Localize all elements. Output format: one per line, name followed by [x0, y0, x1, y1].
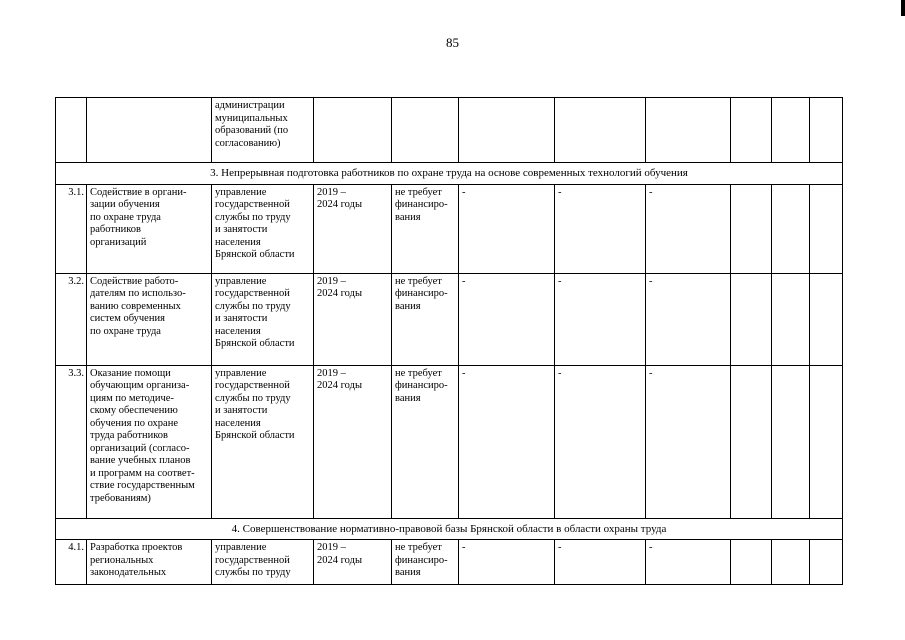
row-number: 4.1.	[56, 540, 87, 585]
value-cell	[810, 273, 843, 365]
period-cell: 2019 – 2024 годы	[314, 540, 392, 585]
executor-cell: управление государственной службы по труду и занятости населения Брянской области	[212, 184, 314, 273]
value-cell	[810, 184, 843, 273]
executor-cell: управление государственной службы по труду	[212, 540, 314, 585]
scan-corner-mark	[901, 0, 905, 16]
section-title: 4. Совершенствование нормативно-правовой базы Брянской области в области охраны труда	[56, 518, 843, 540]
row-number: 3.2.	[56, 273, 87, 365]
row-number: 3.3.	[56, 365, 87, 518]
value-cell	[772, 540, 810, 585]
measure-cell	[87, 98, 212, 163]
executor-cell: администрации муниципальных образований (по согласованию)	[212, 98, 314, 163]
value-cell	[731, 184, 772, 273]
value-cell: -	[646, 184, 731, 273]
value-cell: -	[646, 540, 731, 585]
value-cell	[772, 273, 810, 365]
section-title: 3. Непрерывная подготовка работников по охране труда на основе современных технологий обучения	[56, 163, 843, 185]
period-cell	[314, 98, 392, 163]
value-cell: -	[555, 365, 646, 518]
value-cell: -	[646, 273, 731, 365]
value-cell	[772, 184, 810, 273]
measure-cell: Содействие работо- дателям по использо- ванию современных систем обучения по охране труда	[87, 273, 212, 365]
executor-cell: управление государственной службы по труду и занятости населения Брянской области	[212, 365, 314, 518]
value-cell: -	[459, 540, 555, 585]
executor-cell: управление государственной службы по труду и занятости населения Брянской области	[212, 273, 314, 365]
value-cell	[810, 98, 843, 163]
period-cell: 2019 – 2024 годы	[314, 273, 392, 365]
page-number: 85	[446, 35, 459, 50]
value-cell: -	[646, 365, 731, 518]
measure-cell: Содействие в органи- зации обучения по охране труда работников организаций	[87, 184, 212, 273]
value-cell	[772, 365, 810, 518]
value-cell	[731, 98, 772, 163]
value-cell	[731, 273, 772, 365]
measure-cell: Оказание помощи обучающим организа- циям по методиче- скому обеспечению обучения по охране труда работников организаций (согласо- вание учебных планов и программ на соответ- ствие государственным требованиям)	[87, 365, 212, 518]
measures-table	[55, 97, 843, 585]
value-cell	[459, 98, 555, 163]
table-row	[56, 273, 843, 365]
period-cell: 2019 – 2024 годы	[314, 365, 392, 518]
value-cell	[772, 98, 810, 163]
value-cell: -	[555, 184, 646, 273]
table-row	[56, 365, 843, 518]
row-number: 3.1.	[56, 184, 87, 273]
table-row	[56, 184, 843, 273]
financing-cell: не требует финансиро- вания	[392, 273, 459, 365]
value-cell: -	[459, 184, 555, 273]
financing-cell: не требует финансиро- вания	[392, 365, 459, 518]
value-cell	[555, 98, 646, 163]
value-cell	[810, 540, 843, 585]
period-cell: 2019 – 2024 годы	[314, 184, 392, 273]
value-cell: -	[555, 273, 646, 365]
section-header-row	[56, 163, 843, 185]
financing-cell: не требует финансиро- вания	[392, 184, 459, 273]
value-cell	[731, 540, 772, 585]
value-cell: -	[459, 273, 555, 365]
financing-cell	[392, 98, 459, 163]
value-cell	[646, 98, 731, 163]
row-number	[56, 98, 87, 163]
value-cell	[731, 365, 772, 518]
value-cell	[810, 365, 843, 518]
financing-cell: не требует финансиро- вания	[392, 540, 459, 585]
table-row	[56, 98, 843, 163]
table-row	[56, 540, 843, 585]
section-header-row	[56, 518, 843, 540]
value-cell: -	[459, 365, 555, 518]
value-cell: -	[555, 540, 646, 585]
measure-cell: Разработка проектов региональных законодательных	[87, 540, 212, 585]
